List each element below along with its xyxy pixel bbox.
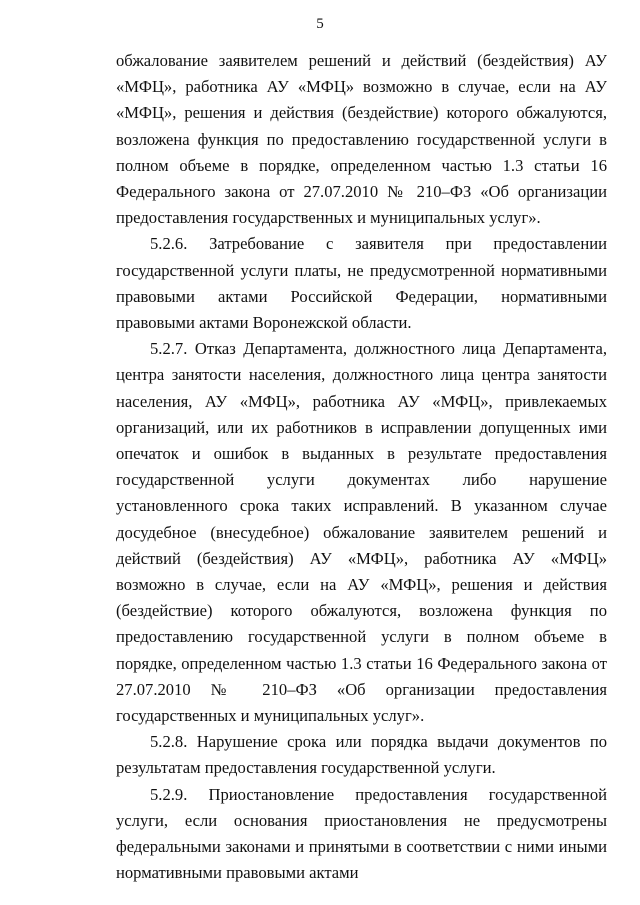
paragraph-5-2-8: 5.2.8. Нарушение срока или порядка выдачи документов по результатам предоставления государственной услуги.	[116, 732, 607, 778]
paragraph-5-2-9: 5.2.9. Приостановление предоставления государственной услуги, если основания приостановления не предусмотрены федеральными законами и принятыми в соответствии с ними иными нормативными правовыми актами	[116, 784, 607, 883]
paragraph-5-2-7: 5.2.7. Отказ Департамента, должностного лица Департамента, центра занятости населения, должностного лица центра занятости населения, АУ «МФЦ», работника АУ «МФЦ», привлекаемых организаций, или их работников в исправлении допущенных ими опечаток и ошибок в выданных в результате предоставления государственной услуги документах либо нарушение установленного срока таких исправлений. В указанном случае досудебное (внесудебное) обжалование заявителем решений и действий (бездействия) АУ «МФЦ», работника АУ «МФЦ» возможно в случае, если на АУ «МФЦ», решения и действия (бездействие) которого обжалуются, возложена функция по предоставлению государственной услуги в полном объеме в порядке, определенном частью 1.3 статьи 16 Федерального закона от 27.07.2010 № 210–ФЗ «Об организации предоставления государственных и муниципальных услуг».	[116, 339, 607, 726]
paragraph-continuation: обжалование заявителем решений и действий (бездействия) АУ «МФЦ», работника АУ «МФЦ» возможно в случае, если на АУ «МФЦ», решения и действия (бездействие) которого обжалуются, возложена функция по предоставлению государственной услуги в полном объеме в порядке, определенном частью 1.3 статьи 16 Федерального закона от 27.07.2010 № 210–ФЗ «Об организации предоставления государственных и муниципальных услуг».	[116, 51, 607, 228]
document-body	[116, 48, 607, 887]
page-number: 5	[316, 16, 324, 32]
paragraph-5-2-6: 5.2.6. Затребование с заявителя при предоставлении государственной услуги платы, не предусмотренной нормативными правовыми актами Российской Федерации, нормативными правовыми актами Воронежской области.	[116, 234, 607, 333]
